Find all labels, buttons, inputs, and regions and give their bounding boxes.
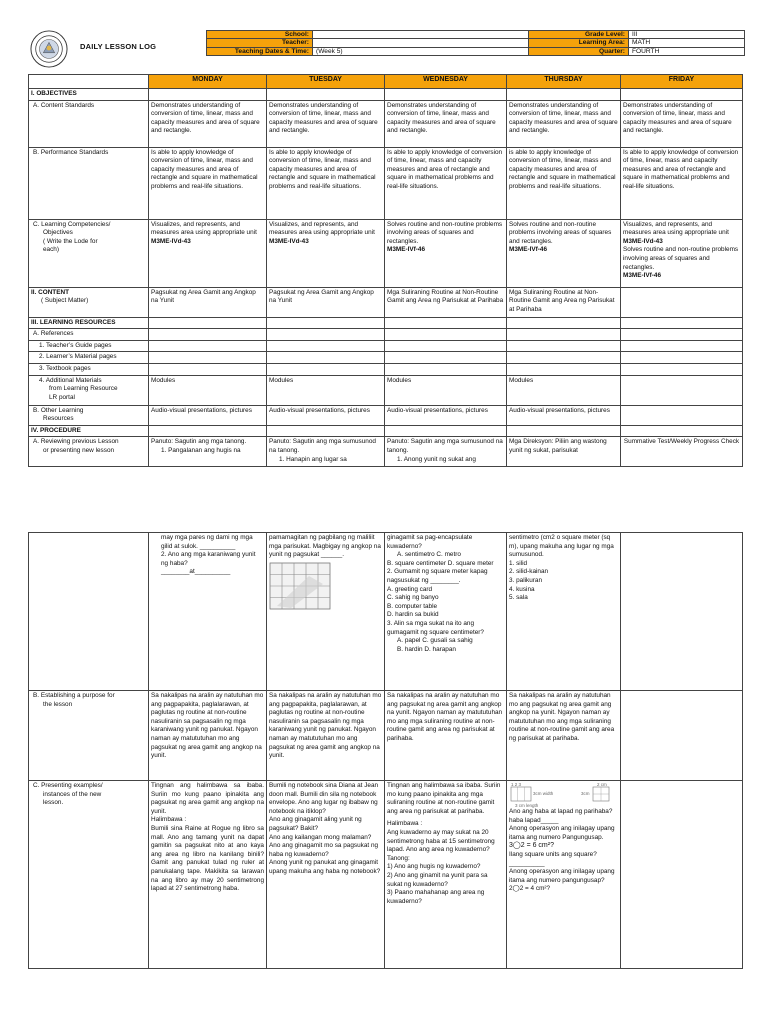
row-label-review: A. Reviewing previous Lesson or presenting new lesson <box>29 437 149 467</box>
row-label-tg: 1. Teacher’s Guide pages <box>29 340 149 352</box>
dates-value: (Week 5) <box>313 47 529 55</box>
day-header: MONDAY <box>149 75 267 89</box>
cell-modules: Modules <box>507 375 621 405</box>
header-table <box>206 30 745 56</box>
cell-performance: is able to apply knowledge of conversion of time, linear, mass and capacity measures and area of rectangle and square in mathematical problems and real-life situations. <box>507 147 621 219</box>
day-header: TUESDAY <box>267 75 385 89</box>
deped-seal <box>30 30 68 68</box>
cell-review-cont: ginagamit sa pag-encapsulate kuwaderno? A. sentimetro C. metro B. square centimeter D. square meter 2. Gumamit ng square meter kapag nagsusukat ng ________. A. greeting card C. sahig ng banyo B. computer table D. hardin sa bukid 3. Alin sa mga sukat na ito ang gumagamit ng square centimeter? A. papel C. gusali sa sahig B. hardin D. harapan <box>385 533 507 691</box>
label-line: C. Learning Competencies/ <box>33 220 111 228</box>
square-grid-figure <box>269 562 331 610</box>
cell-content: Pagsukat ng Area Gamit ang Angkop na Yunit <box>267 287 385 317</box>
row-label-other: B. Other Learning Resources <box>29 405 149 425</box>
day-header: WEDNESDAY <box>385 75 507 89</box>
row-label-additional: 4. Additional Materials from Learning Resource LR portal <box>29 375 149 405</box>
doc-title: DAILY LESSON LOG <box>80 42 157 51</box>
cell-performance: Is able to apply knowledge of conversion of time, linear, mass and capacity measures and area of rectangle and square in mathematical problems and real-life situations. <box>385 147 507 219</box>
lesson-log-table <box>28 74 743 467</box>
label-line: each) <box>43 246 59 254</box>
cell-modules: Modules <box>267 375 385 405</box>
cell-competency: Solves routine and non-routine problems involving areas of squares and rectangles. M3ME-IVf-46 <box>507 219 621 287</box>
cell-example: Bumili ng notebook sina Diana at Jean doon mall. Bumili din sila ng notebook envelope. Ano ang lugar ng ibabaw ng notebook na itiklop? Ano ang ginagamit aling yunit ng pagsukat? Bakit? Ano ang kailangan mong malaman? Ano ang ginagamit mo sa pagsukat ng haba ng kuwaderno? Anong yunit ng panukat ang ginagamit upang makuha ang haba ng notebook? <box>267 781 385 969</box>
section-objectives: I. OBJECTIVES <box>29 89 149 101</box>
row-label-tb: 3. Textbook pages <box>29 363 149 375</box>
label-line: Objectives <box>43 229 73 237</box>
cell-purpose: Sa nakalipas na aralin ay natutuhan mo ang pagpapakita, paglalarawan, at paglutas ng routine at non-routine nasuliranin sa pagsasalin ng mga karaniwang yunit ng panukat. Ngayon naman ay matututuhan mo ang pagsukat ng area gamit ang angkop na yunit. <box>149 691 267 781</box>
grade-label: Grade Level: <box>529 31 629 39</box>
cell-standard: Demonstrates understanding of conversion of time, linear, mass and capacity measures and area of square and rectangle. <box>507 100 621 147</box>
day-header: FRIDAY <box>621 75 743 89</box>
cell-performance: Is able to apply knowledge of conversion of time, linear, mass and capacity measures and area of rectangle and square in mathematical problems and real-life situations. <box>267 147 385 219</box>
rectangle-figure: 1 2 3 3cm width 3cm 2 cm 3 cm length <box>509 782 618 808</box>
quarter-label: Quarter: <box>529 47 629 55</box>
cell-av: Audio-visual presentations, pictures <box>507 405 621 425</box>
school-value <box>313 31 529 39</box>
cell-content: Mga Suliraning Routine at Non- Routine Gamit ang Area ng Parisukat at Parihaba <box>507 287 621 317</box>
cell-content: Pagsukat ng Area Gamit ang Angkop na Yunit <box>149 287 267 317</box>
cell-review: Panuto: Sagutin ang mga sumusunod na tanong. 1. Hanapin ang lugar sa <box>267 437 385 467</box>
cell-standard: Demonstrates understanding of conversion of time, linear, mass and capacity measures and area of square and rectangle. <box>267 100 385 147</box>
cell-competency: Solves routine and non-routine problems involving areas of squares and rectangles. M3ME-IVf-46 <box>385 219 507 287</box>
section-resources: III. LEARNING RESOURCES <box>29 317 149 329</box>
cell-review: Summative Test/Weekly Progress Check <box>621 437 743 467</box>
row-label-performance: B. Performance Standards <box>29 147 149 219</box>
cell-purpose: Sa nakalipas na aralin ay natutuhan mo ang pagsukat ng area gamit ang angkop na yunit. Ngayon naman ay matututuhan mo ang mga suliraning routine at non-routine gamit ang area ng parisukat at parihaba. <box>507 691 621 781</box>
teacher-label: Teacher: <box>207 39 313 47</box>
cell-performance: Is able to apply knowledge of conversion of time, linear, mass and capacity measures and area of rectangle and square in mathematical problems and real-life situations. <box>621 147 743 219</box>
section-procedure: IV. PROCEDURE <box>29 425 149 437</box>
cell-review: Panuto: Sagutin ang mga tanong. 1. Pangalanan ang hugis na <box>149 437 267 467</box>
cell-review-cont: sentimetro (cm2 o square meter (sq m), upang makuha ang lugar ng mga sumusunod. 1. silid 2. silid-kainan 3. palikuran 4. kusina 5. sala <box>507 533 621 691</box>
lesson-log-table-continued <box>28 532 743 969</box>
cell-competency: Visualizes, and represents, and measures area using appropriate unit M3ME-IVd-43 Solves routine and non-routine problems involving areas of squares and rectangles. M3ME-IVf-46 <box>621 219 743 287</box>
area-label: Learning Area: <box>529 39 629 47</box>
row-label-references: A. References <box>29 329 149 341</box>
teacher-value <box>313 39 529 47</box>
dates-label: Teaching Dates & Time: <box>207 47 313 55</box>
cell-standard: Demonstrates understanding of conversion of time, linear, mass and capacity measures and area of square and rectangle. <box>621 100 743 147</box>
row-label-content: II. CONTENT ( Subject Matter) <box>29 287 149 317</box>
cell-modules: Modules <box>149 375 267 405</box>
grade-value: III <box>629 31 745 39</box>
cell-competency: Visualizes, and represents, and measures area using appropriate unit M3ME-IVd-43 <box>267 219 385 287</box>
row-label-lm: 2. Learner’s Material pages <box>29 352 149 364</box>
cell-competency: Visualizes, and represents, and measures area using appropriate unit M3ME-IVd-43 <box>149 219 267 287</box>
corner-cell <box>29 75 149 89</box>
cell-example: 1 2 3 3cm width 3cm 2 cm 3 cm length Ano ang haba at lapad ng parihaba? haba lapad_____ Anong operasyon ang inilagay upang itama ang numero Pangungusap. 3◯2 = 6 cm²? Ilang square units ang square? __________ Anong operasyon ang inilagay upang itama ang numero pangungusap? 2◯2 = 4 cm²? <box>507 781 621 969</box>
cell-example: Tingnan ang halimbawa sa ibaba. Suriin mo kung paano ipinakita ang pagsukat ng area gamit ang angkop na yunit. Halimbawa : Bumili sina Raine at Rogue ng libro sa mall. Ano ang tamang yunit na dapat gamitin sa pagsukat nito at ano kaya ang area ng libro na kanilang binili? Gamit ang panukat tulad ng ruler at panukalang tape. Makikita sa larawan na ang libro ay may 20 sentimetrong lapad at 27 sentimetrong haba. <box>149 781 267 969</box>
cell-example: Tingnan ang halimbawa sa ibaba. Suriin mo kung paano ipinakita ang mga suliraning routine at non-routine gamit ang area ng parisukat at parihaba. Halimbawa : Ang kuwaderno ay may sukat na 20 sentimetrong haba at 15 sentimetrong lapad. Ano ang area ng kuwaderno? Tanong: 1) Ano ang hugis ng kuwaderno? 2) Ano ang ginamit na yunit para sa sukat ng kuwaderno? 3) Paano mahahanap ang area ng kuwaderno? <box>385 781 507 969</box>
school-label: School: <box>207 31 313 39</box>
cell-review-cont: pamamagitan ng pagbilang ng maliliit mga parisukat. Magbigay ng angkop na yunit ng pagsukat ______. <box>267 533 385 691</box>
cell-content: Mga Suliraning Routine at Non-Routine Gamit ang Area ng Parisukat at Parihaba <box>385 287 507 317</box>
cell-av: Audio-visual presentations, pictures <box>385 405 507 425</box>
cell-purpose: Sa nakalipas na aralin ay natutuhan mo ang pagpapakita, paglalarawan, at paglutas ng routine at non-routine nasuliranin sa pagsasalin ng mga karaniwang yunit ng panukat. Ngayon naman ay matututuhan mo ang pagsukat ng area gamit ang angkop na yunit. <box>267 691 385 781</box>
cell-review: Panuto: Sagutin ang mga sumusunod na tanong. 1. Anong yunit ng sukat ang <box>385 437 507 467</box>
cell-review: Mga Direksyon: Piliin ang wastong yunit ng sukat, parisukat <box>507 437 621 467</box>
cell-standard: Demonstrates understanding of conversion of time, linear, mass and capacity measures and area of square and rectangle. <box>385 100 507 147</box>
cell-av: Audio-visual presentations, pictures <box>267 405 385 425</box>
quarter-value: FOURTH <box>629 47 745 55</box>
cell-modules: Modules <box>385 375 507 405</box>
cell-review-cont: may mga pares ng dami ng mga gilid at sulok. __________ 2. Ano ang mga karaniwang yunit ng haba? ________at__________ <box>149 533 267 691</box>
label-line: ( Write the Lode for <box>43 237 98 245</box>
row-label-examples: C. Presenting examples/ instances of the new lesson. <box>29 781 149 969</box>
cell-standard: Demonstrates understanding of conversion of time, linear, mass and capacity measures and area of square and rectangle. <box>149 100 267 147</box>
day-header: THURSDAY <box>507 75 621 89</box>
row-label-content-standards: A. Content Standards <box>29 100 149 147</box>
area-value: MATH <box>629 39 745 47</box>
cell-performance: Is able to apply knowledge of conversion of time, linear, mass and capacity measures and area of rectangle and square in mathematical problems and real-life situations. <box>149 147 267 219</box>
row-label-purpose: B. Establishing a purpose for the lesson <box>29 691 149 781</box>
cell-purpose: Sa nakalipas na aralin ay natutuhan mo ang pagsukat ng area gamit ang angkop na yunit. Ngayon naman ay matututuhan mo ang mga suliraning routine at non-routine gamit ang area ng parisukat at parihaba. <box>385 691 507 781</box>
row-label-competencies <box>29 219 149 287</box>
cell-av: Audio-visual presentations, pictures <box>149 405 267 425</box>
